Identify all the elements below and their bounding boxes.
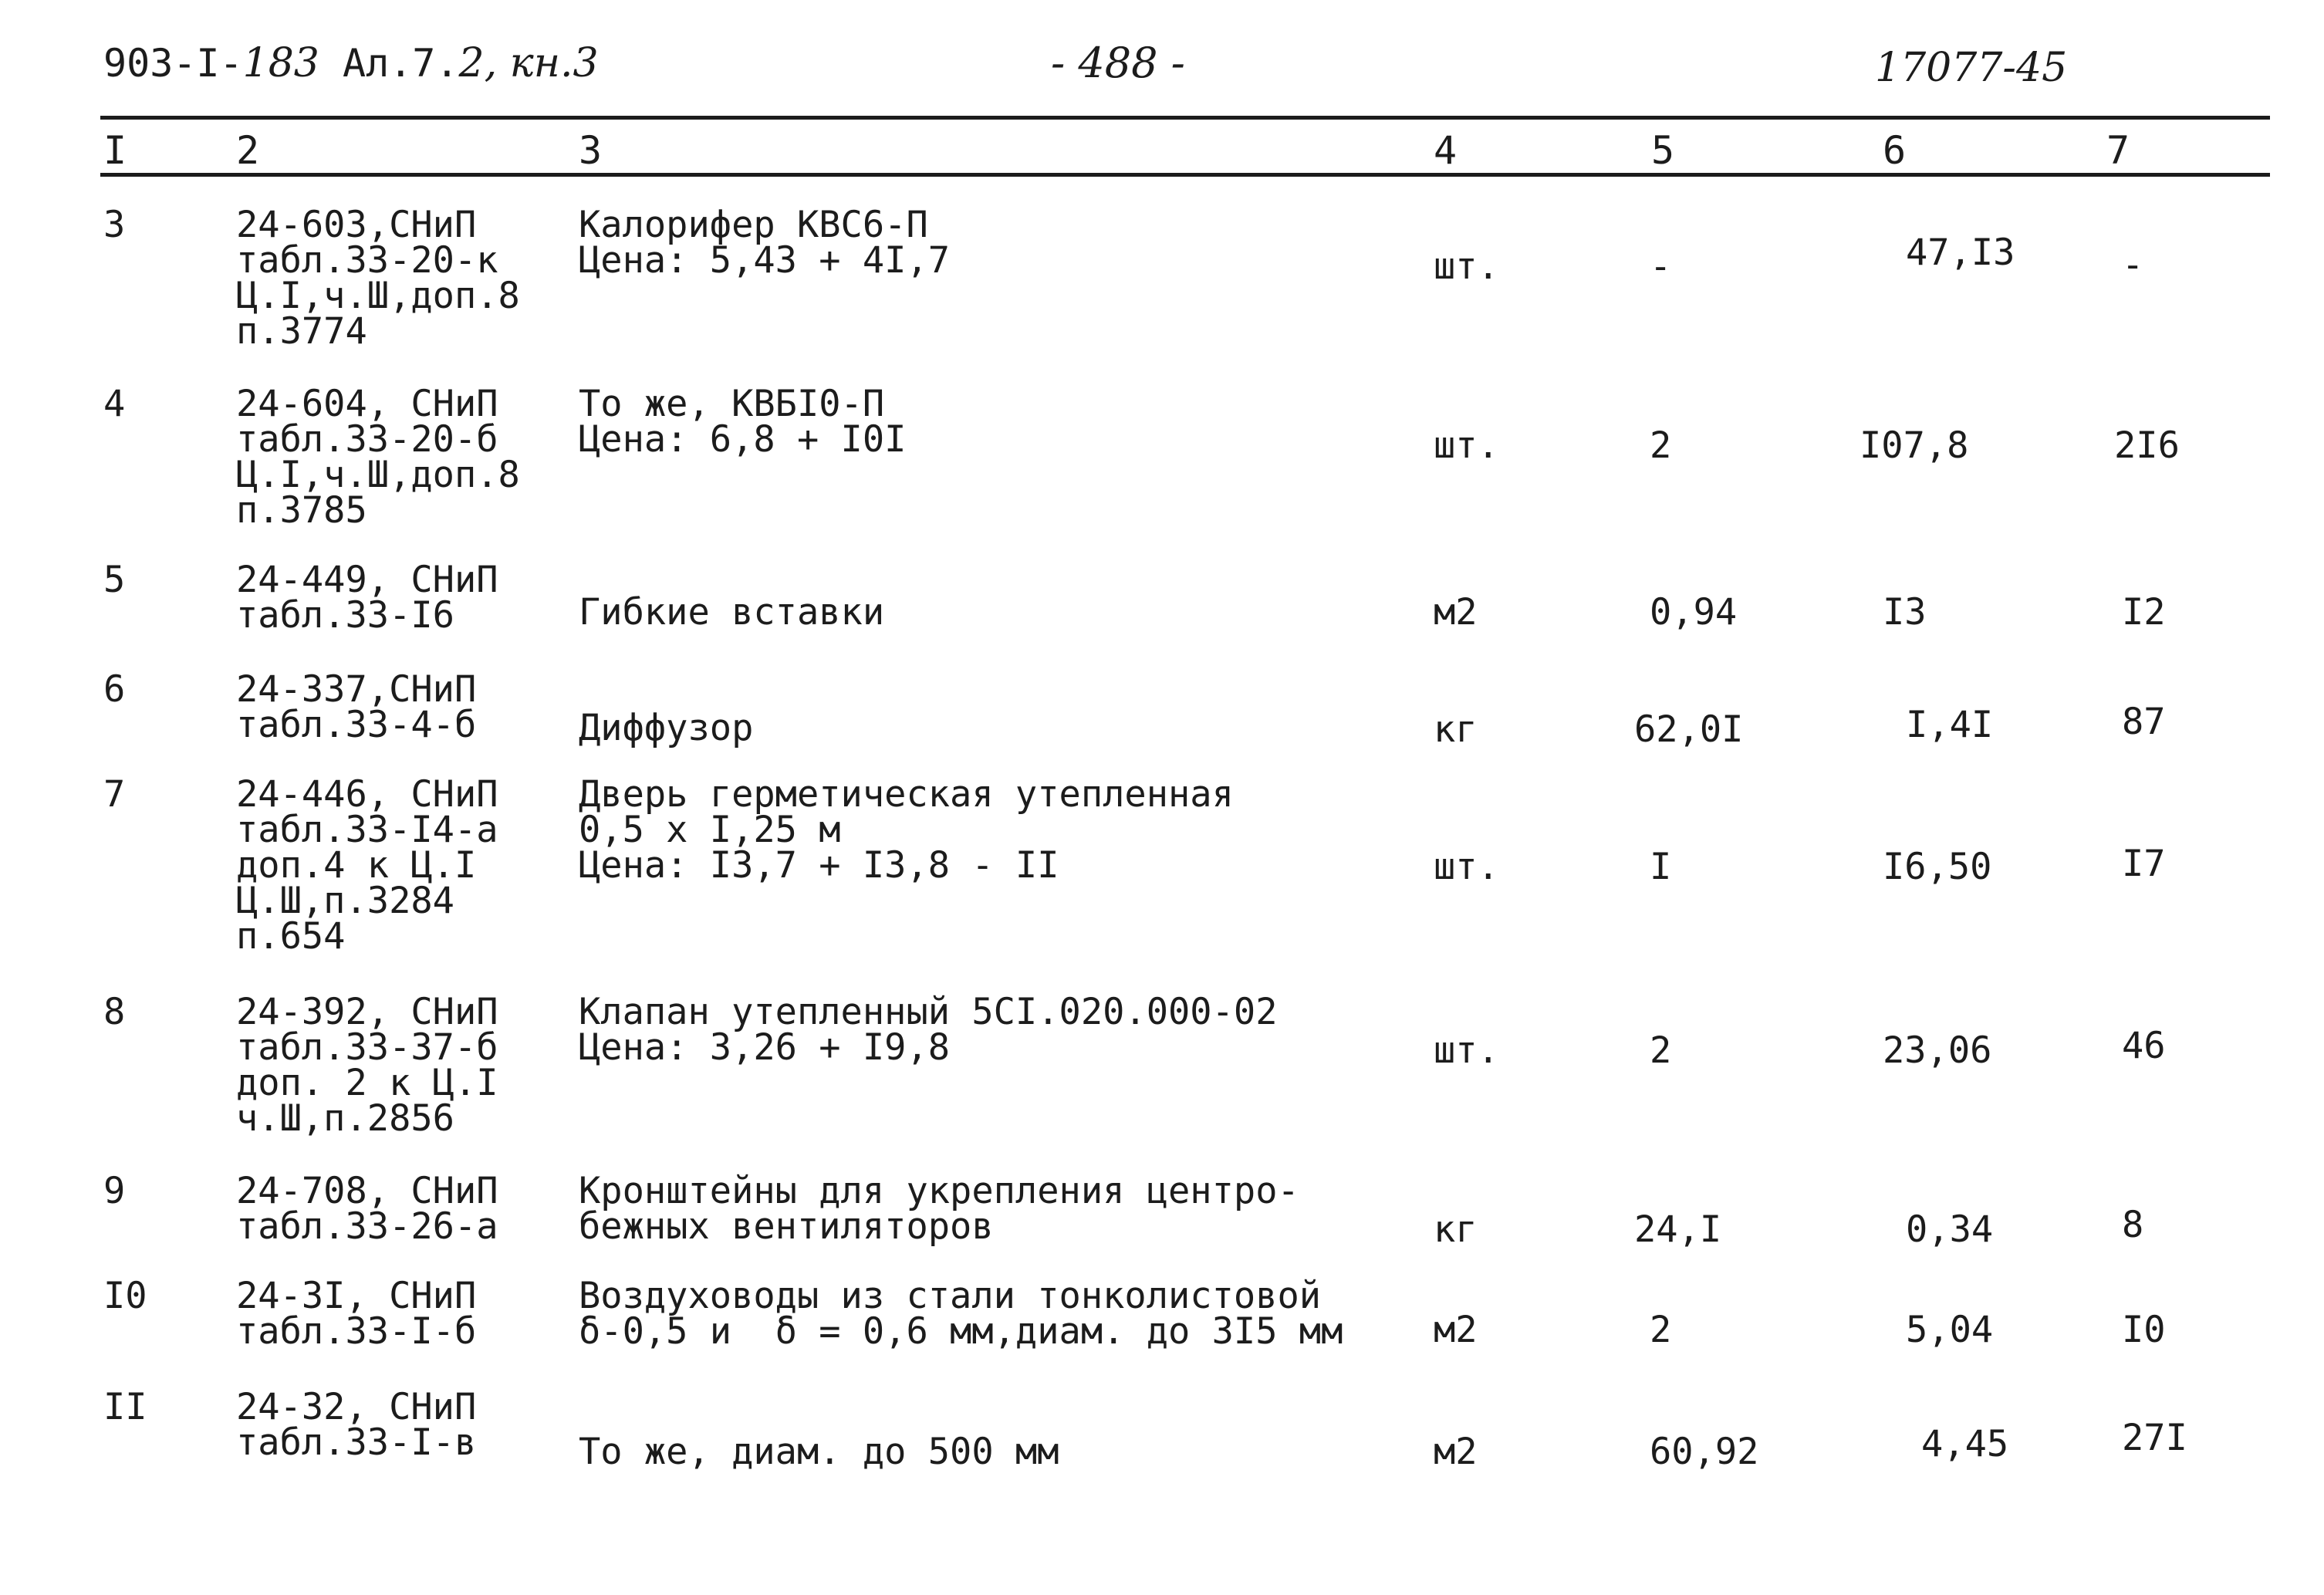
- total-cell: I7: [2122, 843, 2166, 885]
- document-code: [103, 40, 319, 86]
- code-line: доп.4 к Ц.I: [236, 844, 477, 887]
- code-line: табл.33-I-в: [236, 1421, 477, 1464]
- quantity-cell: 2: [1650, 1309, 1672, 1351]
- archive-number: 17077-45: [1875, 45, 2068, 91]
- item-name-line: Цена: 3,26 + I9,8: [579, 1026, 951, 1069]
- column-number-7: 7: [2106, 128, 2130, 173]
- item-name-line: 0,5 х I,25 м: [579, 809, 841, 851]
- item-name-line: Воздуховоды из стали тонколистовой: [579, 1275, 1322, 1317]
- code-line: 24-337,СНиП: [236, 668, 477, 711]
- price-cell: 4,45: [1921, 1423, 2009, 1465]
- total-cell: 87: [2122, 701, 2166, 743]
- item-name-line: Цена: 6,8 + I0I: [579, 418, 907, 461]
- item-name-line: Клапан утепленный 5СI.020.000-02: [579, 991, 1278, 1033]
- code-line: табл.33-20-к: [236, 239, 498, 282]
- unit-cell: м2: [1434, 591, 1478, 634]
- code-line: доп. 2 к Ц.I: [236, 1062, 498, 1104]
- code-line: 24-3I, СНиП: [236, 1275, 477, 1317]
- price-cell: 0,34: [1906, 1208, 1994, 1251]
- header-bottom-rule: [100, 173, 2270, 177]
- price-cell: I07,8: [1860, 424, 1969, 467]
- row-number: II: [103, 1386, 147, 1428]
- unit-cell: м2: [1434, 1431, 1478, 1473]
- quantity-cell: 62,0I: [1634, 708, 1744, 751]
- total-cell: 8: [2122, 1204, 2144, 1246]
- price-cell: I,4I: [1906, 704, 1994, 746]
- code-line: Ц.Ш,п.3284: [236, 880, 454, 922]
- code-line: Ц.I,ч.Ш,доп.8: [236, 454, 520, 496]
- unit-cell: шт.: [1434, 424, 1499, 467]
- code-line: 24-449, СНиП: [236, 559, 498, 601]
- code-line: табл.33-20-б: [236, 418, 498, 461]
- item-name-line: Цена: I3,7 + I3,8 - II: [579, 844, 1059, 887]
- price-cell: 5,04: [1906, 1309, 1994, 1351]
- item-name-line: То же, диам. до 500 мм: [579, 1431, 1059, 1473]
- row-number: I0: [103, 1275, 147, 1317]
- code-line: 24-708, СНиП: [236, 1170, 498, 1212]
- row-number: 3: [103, 204, 126, 246]
- item-name-line: То же, КВБI0-П: [579, 383, 885, 425]
- unit-cell: шт.: [1434, 245, 1499, 288]
- top-rule: [100, 116, 2270, 120]
- item-name-line: бежных вентиляторов: [579, 1205, 994, 1248]
- price-cell: I3: [1883, 591, 1927, 634]
- code-line: п.3774: [236, 310, 367, 353]
- total-cell: -: [2122, 244, 2144, 286]
- item-name-line: Калорифер КВС6-П: [579, 204, 928, 246]
- code-line: табл.33-26-а: [236, 1205, 498, 1248]
- page-number: - 488 -: [1051, 39, 1185, 87]
- total-cell: 46: [2122, 1025, 2166, 1067]
- code-line: 24-32, СНиП: [236, 1386, 477, 1428]
- quantity-cell: -: [1650, 245, 1672, 288]
- code-line: табл.33-I4-а: [236, 809, 498, 851]
- album-reference: [343, 40, 599, 86]
- code-line: 24-392, СНиП: [236, 991, 498, 1033]
- unit-cell: шт.: [1434, 1029, 1499, 1072]
- row-number: 5: [103, 559, 126, 601]
- quantity-cell: 0,94: [1650, 591, 1738, 634]
- row-number: 7: [103, 773, 126, 816]
- quantity-cell: 24,I: [1634, 1208, 1722, 1251]
- total-cell: 2I6: [2114, 424, 2180, 467]
- code-line: 24-446, СНиП: [236, 773, 498, 816]
- total-cell: I0: [2122, 1309, 2166, 1351]
- price-cell: I6,50: [1883, 846, 1992, 888]
- unit-cell: кг: [1434, 1208, 1478, 1251]
- row-number: 9: [103, 1170, 126, 1212]
- unit-cell: кг: [1434, 708, 1478, 751]
- price-cell: 23,06: [1883, 1029, 1992, 1072]
- quantity-cell: I: [1650, 846, 1672, 888]
- document-code-printed: 903-I-: [103, 41, 243, 86]
- quantity-cell: 60,92: [1650, 1431, 1759, 1473]
- item-name-line: Диффузор: [579, 707, 754, 749]
- column-number-5: 5: [1651, 128, 1675, 173]
- quantity-cell: 2: [1650, 1029, 1672, 1072]
- item-name-line: Гибкие вставки: [579, 591, 885, 634]
- item-name-line: Цена: 5,43 + 4I,7: [579, 239, 951, 282]
- column-number-1: I: [103, 128, 127, 173]
- code-line: п.3785: [236, 489, 367, 532]
- item-name-line: Дверь герметическая утепленная: [579, 773, 1234, 816]
- row-number: 6: [103, 668, 126, 711]
- column-number-3: 3: [579, 128, 603, 173]
- album-reference-handwritten: 2, кн.3: [458, 40, 599, 86]
- code-line: табл.33-I-б: [236, 1310, 477, 1353]
- code-line: ч.Ш,п.2856: [236, 1097, 454, 1140]
- price-cell: 47,I3: [1906, 231, 2015, 274]
- quantity-cell: 2: [1650, 424, 1672, 467]
- column-number-4: 4: [1434, 128, 1458, 173]
- unit-cell: м2: [1434, 1309, 1478, 1351]
- column-number-6: 6: [1883, 128, 1907, 173]
- code-line: табл.33-I6: [236, 594, 454, 637]
- total-cell: 27I: [2122, 1417, 2187, 1459]
- album-reference-printed: Ал.7.: [343, 41, 459, 86]
- column-number-2: 2: [236, 128, 260, 173]
- item-name-line: Кронштейны для укрепления центро-: [579, 1170, 1299, 1212]
- code-line: табл.33-4-б: [236, 704, 477, 746]
- unit-cell: шт.: [1434, 846, 1499, 888]
- document-code-handwritten: 183: [242, 40, 319, 86]
- code-line: 24-604, СНиП: [236, 383, 498, 425]
- total-cell: I2: [2122, 591, 2166, 634]
- row-number: 8: [103, 991, 126, 1033]
- item-name-line: δ-0,5 и δ = 0,6 мм,диам. до 3I5 мм: [579, 1310, 1343, 1353]
- row-number: 4: [103, 383, 126, 425]
- code-line: табл.33-37-б: [236, 1026, 498, 1069]
- code-line: п.654: [236, 915, 346, 958]
- code-line: Ц.I,ч.Ш,доп.8: [236, 275, 520, 317]
- code-line: 24-603,СНиП: [236, 204, 477, 246]
